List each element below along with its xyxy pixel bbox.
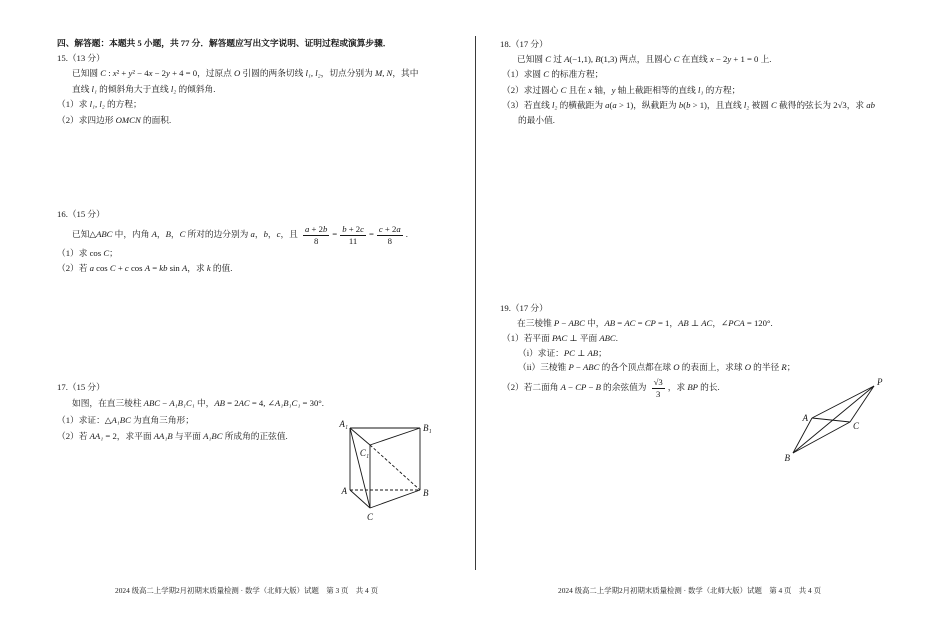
text-run: cos (93, 263, 110, 273)
text-run: 中， (584, 318, 605, 328)
text-run: ； (598, 348, 607, 358)
question-16-stem-text (72, 229, 298, 239)
text-run: 被圆 (749, 100, 772, 110)
math-term: l₁ (697, 85, 704, 95)
math-term: l₁ (89, 99, 96, 109)
math-term: AC (238, 398, 250, 408)
math-term: y (727, 54, 732, 64)
text-run: 的各个顶点都在球 (599, 362, 674, 372)
text-run: ² − 4 (132, 68, 149, 78)
math-term: ABC (583, 362, 600, 372)
vertex-label-c1: C₁ (359, 448, 369, 458)
question-17-part-2 (57, 430, 288, 442)
text-run: + 4 = 0，过原点 (169, 68, 234, 78)
fraction-numerator (303, 224, 329, 236)
text-run: − (573, 362, 583, 372)
math-term: BP (687, 382, 698, 392)
text-run: （2）若 (57, 263, 90, 273)
math-term: ABC (96, 229, 113, 239)
text-run: 在三棱锥 (517, 318, 554, 328)
text-run: (−1,1), (569, 54, 596, 64)
text-run: 的最小值. (518, 115, 555, 125)
text-run: ，切点分别为 (320, 68, 375, 78)
text-run: = 2，求平面 (103, 431, 154, 441)
math-term: A₁BC (203, 431, 223, 441)
question-19-part-1-ii (518, 361, 795, 373)
text-run: . (405, 229, 408, 239)
text-run: （1）求 cos (57, 248, 104, 258)
pyramid-figure (780, 372, 890, 467)
math-term: l₂ (170, 84, 177, 94)
math-term: A₁B₁C₁ (169, 398, 195, 408)
math-term: ABC (599, 333, 616, 343)
text-run: − (559, 318, 569, 328)
fraction-denominator: 8 (313, 235, 319, 246)
text-run: = 120°. (744, 318, 773, 328)
fraction-denominator: 3 (656, 388, 661, 399)
text-run: = 30°. (300, 398, 324, 408)
text-run: 已知△ (72, 229, 97, 239)
math-term: AB (678, 318, 689, 328)
fraction-denominator: 8 (387, 235, 392, 246)
math-term: CP (575, 382, 587, 392)
text-run: 的横截距为 (557, 100, 606, 110)
math-term: y (166, 68, 170, 78)
edge-a1-c1 (350, 428, 370, 445)
math-term: c (276, 229, 281, 239)
math-term: AC (624, 318, 636, 328)
question-15-stem-line (72, 67, 418, 79)
text-run: 的方程； (703, 85, 741, 95)
math-term: C (560, 85, 567, 95)
text-run: = 2 (224, 398, 239, 408)
vertex-label-c: C (366, 512, 374, 522)
math-term: R (781, 362, 787, 372)
vertex-label-b: B (784, 453, 790, 463)
math-term: OMCN (115, 115, 141, 125)
text-run: ，且 (280, 229, 298, 239)
math-term: O (673, 362, 680, 372)
math-term: O (234, 68, 241, 78)
vertex-label-a1: A₁ (339, 419, 348, 429)
math-term: O (744, 362, 751, 372)
math-term: k (206, 263, 211, 273)
math-term: b (263, 229, 268, 239)
math-term: y (128, 68, 133, 78)
math-term: PC (563, 348, 575, 358)
math-term: c (124, 263, 129, 273)
text-run: 与平面 (172, 431, 204, 441)
text-run: （3）若直线 (502, 100, 552, 110)
text-run: + 1 = 0 上. (731, 54, 772, 64)
question-number-19: 19.（17 分） (500, 303, 548, 313)
math-term: C (179, 229, 186, 239)
column-divider (475, 36, 476, 570)
text-run: > 1)，纵截距为 (616, 100, 679, 110)
prism-figure (330, 410, 445, 525)
math-term: kb (159, 263, 168, 273)
math-term: P (553, 318, 560, 328)
math-term: C (103, 248, 110, 258)
text-run: 截得的弦长为 2√3，求 (776, 100, 867, 110)
edge-p-c (850, 386, 874, 422)
math-term: x (148, 68, 153, 78)
question-15-part-2 (57, 114, 171, 126)
math-term: PAC (551, 333, 568, 343)
text-run: （2）若 (57, 431, 90, 441)
text-run: (1,3) 两点，且圆心 (600, 54, 674, 64)
math-term: b (342, 223, 347, 234)
text-run: 轴， (592, 85, 612, 95)
text-run: ，求 (187, 263, 207, 273)
question-19-stem-line (517, 317, 773, 329)
question-19-part-2 (502, 375, 720, 399)
text-run: 的表面上，求球 (679, 362, 745, 372)
text-run: = (150, 263, 160, 273)
question-number-18: 18.（17 分） (500, 39, 548, 49)
math-term: b (322, 223, 328, 234)
math-term: AB (587, 348, 599, 358)
text-run: = 4, ∠ (249, 398, 275, 408)
math-term: c (378, 223, 383, 234)
math-term: c (360, 223, 364, 234)
edge-c1-b-hidden (370, 445, 420, 490)
math-term: l₂ (551, 100, 558, 110)
edge-c1-b1 (370, 428, 420, 445)
question-19-part-2-text (502, 382, 649, 392)
question-number-17: 17.（15 分） (57, 382, 105, 392)
math-term: B (595, 382, 601, 392)
math-term: C (545, 54, 552, 64)
question-18-part-3 (502, 99, 875, 111)
math-term: C (109, 263, 116, 273)
text-run: ⊥ (688, 318, 702, 328)
text-run: ； (786, 362, 796, 372)
text-run: = 1， (655, 318, 679, 328)
math-term: AC (701, 318, 713, 328)
text-run: + 2 (309, 223, 323, 234)
math-term: C (100, 68, 107, 78)
equals-sign: = (368, 229, 374, 239)
question-19-part-2-text (668, 382, 720, 392)
math-term: l₂ (743, 100, 750, 110)
text-run: ， (156, 229, 166, 239)
text-run: ， (254, 229, 264, 239)
text-run: − (565, 382, 576, 392)
text-run: 直线 (72, 84, 92, 94)
math-term: B (595, 54, 601, 64)
math-term: b (678, 100, 684, 110)
math-term: A₁BC (111, 415, 131, 425)
text-run: cos (128, 263, 145, 273)
text-run: 过 (551, 54, 565, 64)
text-run: − 2 (152, 68, 167, 78)
text-run: + 2 (382, 223, 397, 234)
fraction-numerator (377, 224, 403, 236)
math-term: N (386, 68, 393, 78)
text-run: （1）求圆 (502, 69, 544, 79)
math-term: M (374, 68, 383, 78)
text-run: （1）若平面 (502, 333, 552, 343)
fraction-denominator: 11 (348, 235, 358, 246)
text-run: ，∠ (712, 318, 729, 328)
math-term: x (112, 68, 117, 78)
text-run: 的半径 (750, 362, 782, 372)
math-term: B (165, 229, 171, 239)
text-run: （ii）三棱锥 (518, 362, 569, 372)
text-run: − 2 (713, 54, 728, 64)
vertex-label-b: B (423, 488, 429, 498)
text-run: − (160, 398, 170, 408)
edge-a-c (350, 490, 370, 508)
text-run: （1）求 (57, 99, 90, 109)
text-run: （1）求证：△ (57, 415, 112, 425)
text-run: > 1)，且直线 (690, 100, 744, 110)
fraction-numerator: √3 (653, 376, 663, 387)
math-term: A (151, 229, 157, 239)
page-footer-left: 2024 级高二上学期2月初期末质量检测 · 数学（北师大版）试题 第 3 页 共 4 页 (115, 586, 378, 595)
text-run: 的长. (697, 382, 720, 392)
math-term: x (588, 85, 593, 95)
question-18-part-3-continued (518, 114, 555, 126)
text-run: 的标准方程； (549, 69, 604, 79)
question-16-stem-line (72, 222, 408, 246)
text-run: 的面积. (140, 115, 172, 125)
vertex-label-a: A (341, 486, 347, 496)
math-term: AB (604, 318, 616, 328)
text-run: = (615, 318, 625, 328)
text-run: （i）求证： (518, 348, 564, 358)
math-term: AA₁B (153, 431, 173, 441)
text-run: （2）若二面角 (502, 382, 561, 392)
text-run: 的倾斜角. (176, 84, 216, 94)
text-run: 引圆的两条切线 (240, 68, 306, 78)
fraction (652, 377, 665, 400)
fraction (377, 224, 403, 247)
question-18-stem-line (517, 53, 771, 65)
math-term: CP (644, 318, 656, 328)
math-term: PCA (728, 318, 745, 328)
math-term: l₁ (91, 84, 97, 94)
vertex-label-a: A (802, 413, 808, 423)
math-term: l₂ (315, 68, 321, 78)
math-term: a (612, 100, 617, 110)
text-run: 的余弦值为 (600, 382, 649, 392)
vertex-label-p: P (877, 377, 883, 387)
question-16-part-2 (57, 262, 232, 274)
text-run: = (635, 318, 645, 328)
text-run: ⊥ (574, 348, 588, 358)
text-run: 已知圆 (517, 54, 546, 64)
question-17-part-1 (57, 414, 194, 426)
equals-sign: = (332, 229, 338, 239)
question-15-stem-line (72, 83, 215, 95)
text-run: ； (109, 248, 118, 258)
text-run: 轴上截距相等的直线 (615, 85, 698, 95)
text-run: 所对的边分别为 (185, 229, 251, 239)
text-run: 中， (194, 398, 215, 408)
text-run: 为直角三角形； (130, 415, 194, 425)
math-term: C (771, 100, 777, 110)
text-run: ² + (116, 68, 129, 78)
text-run: . (615, 333, 618, 343)
math-term: y (611, 85, 616, 95)
text-run: ， (267, 229, 277, 239)
edge-a1-c (350, 428, 370, 508)
edge-c-b (370, 490, 420, 508)
math-term: b (686, 100, 691, 110)
question-15-part-1 (57, 98, 142, 110)
math-term: a (396, 223, 401, 234)
question-19-part-1-i (518, 347, 607, 359)
edge-p-a (812, 386, 874, 418)
question-17-stem-line (72, 397, 324, 409)
text-run: 在直线 (679, 54, 710, 64)
text-run: 已知圆 (72, 68, 101, 78)
text-run: 的值. (210, 263, 233, 273)
fraction-numerator (340, 224, 366, 236)
text-run: 且在 (566, 85, 589, 95)
math-term: a (89, 263, 94, 273)
question-19-part-1 (502, 332, 618, 344)
question-18-part-2 (502, 84, 740, 96)
text-run: , (95, 99, 100, 109)
text-run: 所成角的正弦值. (222, 431, 288, 441)
text-run: ⊥ 平面 (567, 333, 600, 343)
math-term: x (709, 54, 714, 64)
math-term: P (568, 362, 574, 372)
section-header: 四、解答题：本题共 5 小题，共 77 分．解答题应写出文字说明、证明过程或演算步骤． (57, 38, 392, 48)
math-term: C (673, 54, 680, 64)
text-run: + (115, 263, 125, 273)
math-term: ABC (568, 318, 585, 328)
math-term: ab (866, 100, 875, 110)
text-run: 的方程； (104, 99, 142, 109)
text-run: 如图，在直三棱柱 (72, 398, 144, 408)
math-term: a (305, 223, 310, 234)
question-16-part-1 (57, 247, 118, 259)
fraction (340, 224, 366, 247)
vertex-label-c: C (853, 421, 860, 431)
text-run: : (106, 68, 113, 78)
math-term: a (605, 100, 610, 110)
vertex-label-b1: B₁ (423, 423, 432, 433)
math-term: ABC (143, 398, 161, 408)
text-run: + 2 (346, 223, 361, 234)
math-term: A (564, 54, 570, 64)
page-footer-right: 2024 级高二上学期2月初期末质量检测 · 数学（北师大版）试题 第 4 页 共 4 页 (558, 586, 821, 595)
math-term: A₁B₁C₁ (274, 398, 301, 408)
math-term: AB (214, 398, 225, 408)
text-run: ， (170, 229, 180, 239)
math-term: A (181, 263, 188, 273)
math-term: a (250, 229, 255, 239)
text-run: （2）求四边形 (57, 115, 116, 125)
math-term: A (144, 263, 151, 273)
text-run: sin (167, 263, 182, 273)
question-18-part-1 (502, 68, 603, 80)
text-run: ( (683, 100, 687, 110)
text-run: ，求 (667, 382, 688, 392)
fraction (303, 224, 329, 247)
text-run: ( (609, 100, 613, 110)
text-run: , (310, 68, 316, 78)
text-run: （2）求过圆心 (502, 85, 561, 95)
math-term: AA₁ (89, 431, 104, 441)
question-number-16: 16.（15 分） (57, 209, 105, 219)
math-term: l₂ (99, 99, 105, 109)
text-run: , (382, 68, 387, 78)
math-term: C (543, 69, 550, 79)
text-run: − (586, 382, 596, 392)
text-run: ，其中 (392, 68, 419, 78)
text-run: 中，内角 (112, 229, 152, 239)
question-number-15: 15.（13 分） (57, 53, 105, 63)
math-term: l₁ (305, 68, 311, 78)
text-run: 的倾斜角大于直线 (96, 84, 171, 94)
math-term: A (560, 382, 566, 392)
